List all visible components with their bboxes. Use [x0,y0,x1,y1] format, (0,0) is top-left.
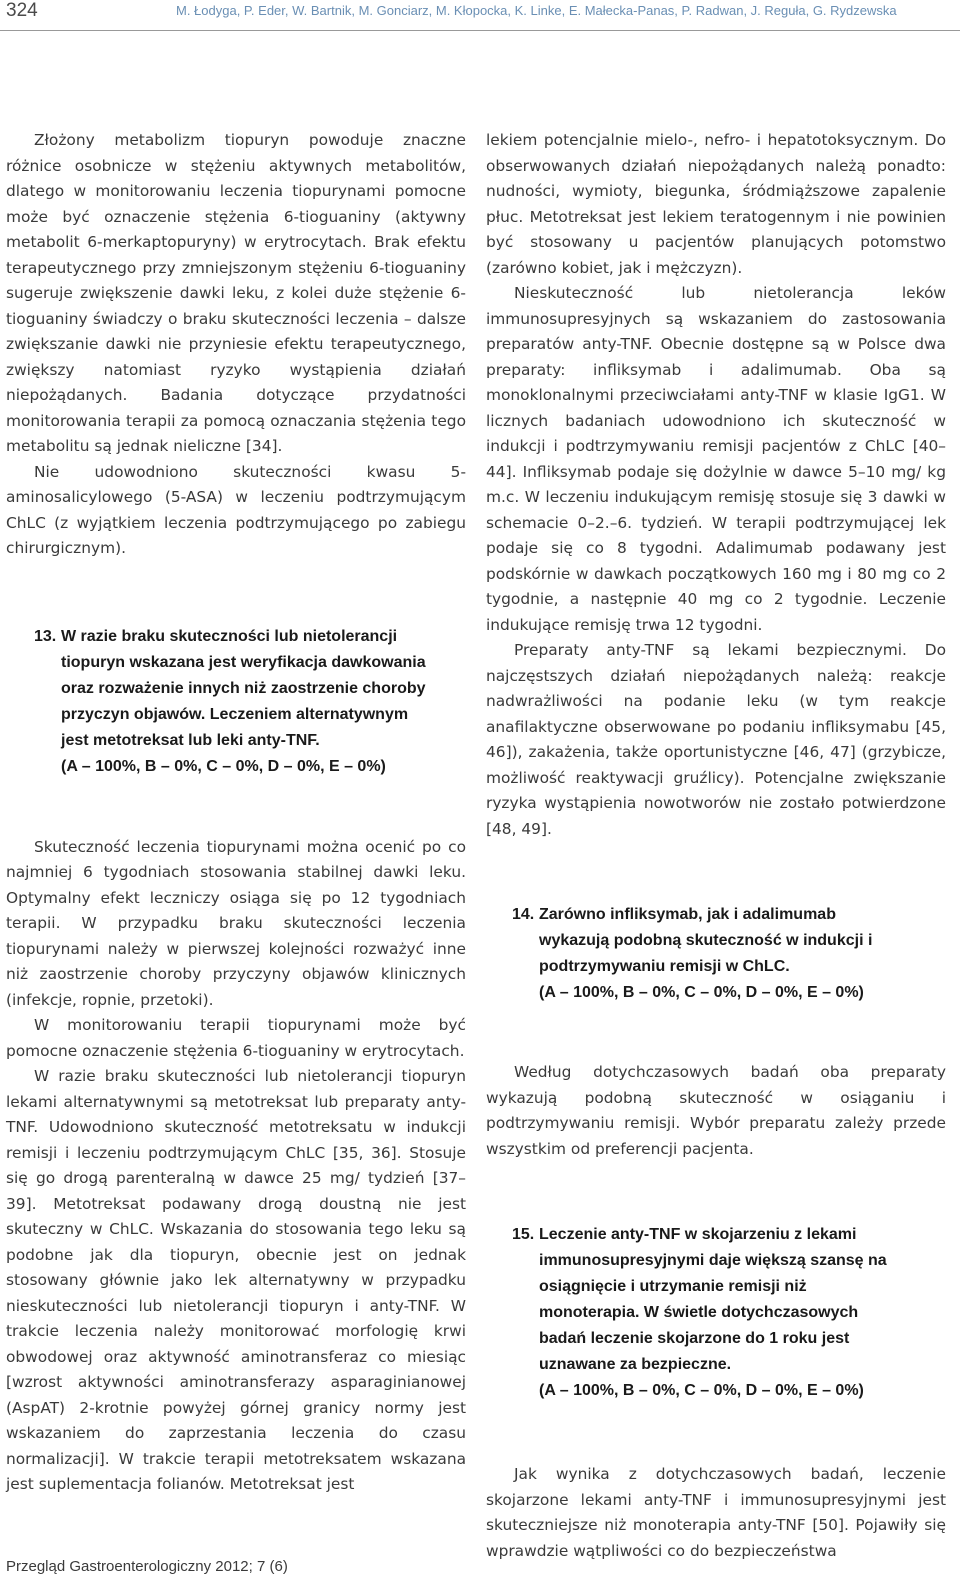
recommendation-votes: (A – 100%, B – 0%, C – 0%, D – 0%, E – 0%) [539,1382,864,1399]
recommendation-number: 14. [512,906,535,923]
header-divider [0,30,960,31]
recommendation-votes: (A – 100%, B – 0%, C – 0%, D – 0%, E – 0%) [539,984,864,1001]
paragraph: Preparaty anty-TNF są lekami bezpiecznymi. Do najczęstszych działań niepożądanych należą: reakcje nadwrażliwości na podanie leku (w tym reakcje anafilaktyczne obserwowane po podaniu infliksymabu [45, 46]), zakażenia, także oportunistyczne [46, 47] (grzybicze, możliwość reaktywacji gruźlicy). Potencjalne zwiększanie ryzyka wystąpienia nowotworów nie zostało potwierdzone [48, 49]. [486,641,946,838]
running-head-authors: M. Łodyga, P. Eder, W. Bartnik, M. Gonciarz, M. Kłopocka, K. Linke, E. Małecka-Panas, P. Radwan, J. Reguła, G. Rydzewska [176,3,897,18]
recommendation-13 [34,624,434,780]
paragraph: Skuteczność leczenia tiopurynami można ocenić po co najmniej 6 tygodniach stosowania stabilnej dawki leku. Optymalny efekt leczniczy osiąga się po 12 tygodniach terapii. W przypadku braku skuteczności leczenia tiopurynami należy w pierwszej kolejności rozważyć inne niż zaostrzenie choroby przyczyny objawów klinicznych (infekcje, ropnie, przetoki). [6,837,466,1009]
paragraph: Złożony metabolizm tiopuryn powoduje znaczne różnice osobnicze w stężeniu aktywnych metabolitów, dlatego w monitorowaniu leczenia tiopurynami pomocne może być oznaczenie stężenia 6-tioguaniny (aktywny metabolit 6-merkaptopuryny) w erytrocytach. Brak efektu terapeutycznego przy zmniejszonym stężeniu 6-tioguaniny sugeruje zwiększenie dawki leku, z kolei duże stężenie 6-tioguaniny świadczy o braku skuteczności leczenia – dalsze zwiększanie dawki nie przyniesie efektu terapeutycznego, zwiększy natomiast ryzyko wystąpienia działań niepożądanych. Badania dotyczące przydatności monitorowania terapii za pomocą oznaczania stężenia tego metabolitu są jednak nieliczne [34]. [6,131,466,455]
recommendation-number: 13. [34,627,57,645]
right-column [486,128,946,1564]
paragraph: lekiem potencjalnie mielo-, nefro- i hepatotoksycznym. Do obserwowanych działań niepożądanych należą ponadto: nudności, wymioty, biegunka, śródmiąższowe zapalenie płuc. Metotreksat jest lekiem teratogennym i nie powinien być stosowany u pacjentów planujących potomstwo (zarówno kobiet, jak i mężczyzn). [486,131,946,277]
paragraph: Nie udowodniono skuteczności kwasu 5-aminosalicylowego (5-ASA) w leczeniu podtrzymującym ChLC (z wyjątkiem leczenia podtrzymującego po zabiegu chirurgicznym). [6,462,466,557]
page-header [0,0,960,34]
left-column [6,128,466,1498]
paragraph: Według dotychczasowych badań oba preparaty wykazują podobną skuteczność w osiąganiu i podtrzymywaniu remisji. Wybór preparatu zależy przede wszystkim od preferencji pacjenta. [486,1063,946,1158]
recommendation-votes: (A – 100%, B – 0%, C – 0%, D – 0%, E – 0%) [61,757,386,775]
recommendation-15 [512,1222,902,1404]
page-number: 324 [6,0,38,21]
recommendation-text: Leczenie anty-TNF w skojarzeniu z lekami immunosupresyjnymi daje większą szansę na osiągnięcie i utrzymanie remisji niż monoterapia. W świetle dotychczasowych badań leczenie skojarzone do 1 roku jest uznawane za bezpieczne. [539,1226,887,1373]
recommendation-text: W razie braku skuteczności lub nietolerancji tiopuryn wskazana jest weryfikacja dawkowania oraz rozważenie innych niż zaostrzenie choroby przyczyn objawów. Leczeniem alternatywnym jest metotreksat lub leki anty-TNF. [61,627,426,749]
journal-footer: Przegląd Gastroenterologiczny 2012; 7 (6) [6,1558,288,1575]
paragraph: Nieskuteczność lub nietolerancja leków immunosupresyjnych są wskazaniem do zastosowania preparatów anty-TNF. Obecnie dostępne są w Polsce dwa preparaty: infliksymab i adalimumab. Oba są monoklonalnymi przeciwciałami anty-TNF w klasie IgG1. W licznych badaniach udowodniono ich skuteczność w indukcji i podtrzymywaniu remisji pacjentów z ChLC [40–44]. Infliksymab podaje się dożylnie w dawce 5–10 mg/ kg m.c. W leczeniu indukującym remisję stosuje się 3 dawki w schemacie 0–2.–6. tydzień. W terapii podtrzymującej lek podaje się co 8 tygodni. Adalimumab podawany jest podskórnie w dawkach początkowych 160 mg i 80 mg co 2 tygodnie, a następnie 40 mg co 2 tygodnie. Leczenie indukujące remisję trwa 12 tygodni. [486,284,946,634]
paragraph: W monitorowaniu terapii tiopurynami może być pomocne oznaczenie stężenia 6-tioguaniny w erytrocytach. [6,1016,466,1060]
paragraph: Jak wynika z dotychczasowych badań, leczenie skojarzone lekami anty-TNF i immunosupresyjnymi jest skuteczniejsze niż monoterapia anty-TNF [50]. Pojawiły się wprawdzie wątpliwości co do bezpieczeństwa [486,1465,946,1560]
recommendation-text: Zarówno infliksymab, jak i adalimumab wykazują podobną skuteczność w indukcji i podtrzymywaniu remisji w ChLC. [539,906,873,975]
paragraph: W razie braku skuteczności lub nietolerancji tiopuryn lekami alternatywnymi są metotreksat lub preparaty anty-TNF. Udowodniono skuteczność metotreksatu w indukcji remisji i leczeniu podtrzymującym ChLC [35, 36]. Stosuje się go drogą parenteralną w dawce 25 mg/ tydzień [37–39]. Metotreksat podawany drogą doustną nie jest skuteczny w ChLC. Wskazania do stosowania tego leku są podobne jak dla tiopuryn, obecnie jest on jednak stosowany głównie jako lek alternatywny w przypadku nieskuteczności lub nietolerancji tiopuryn i anty-TNF. W trakcie leczenia należy monitorować morfologię krwi obwodowej oraz aktywność aminotransferaz co miesiąc [wzrost aktywności aminotransferazy asparaginianowej (AspAT) 2-krotnie powyżej górnej granicy normy jest wskazaniem do zaprzestania leczenia do czasu normalizacji]. W trakcie terapii metotreksatem wskazana jest suplementacja folianów. Metotreksat jest [6,1067,466,1493]
recommendation-number: 15. [512,1226,535,1243]
recommendation-14 [512,902,902,1006]
